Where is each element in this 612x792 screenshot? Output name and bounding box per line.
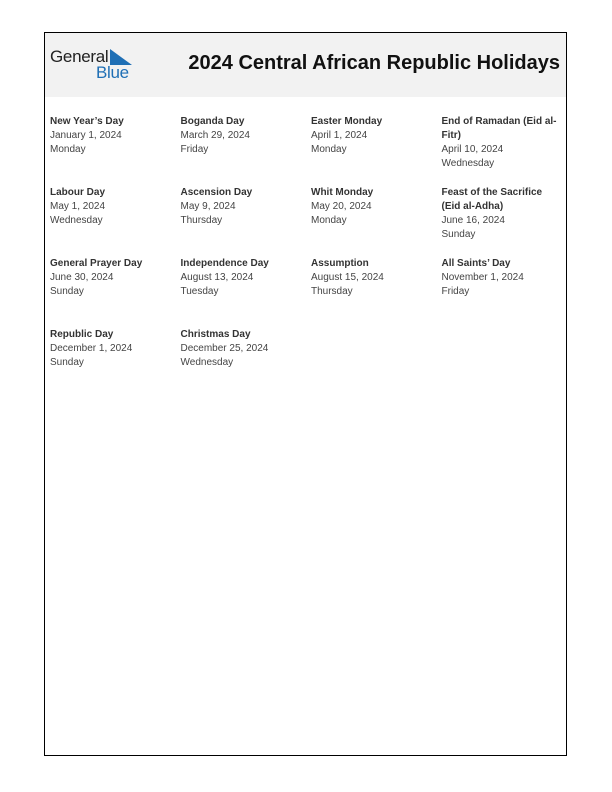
holiday-date: May 1, 2024 xyxy=(50,201,106,212)
logo-text-general: General xyxy=(50,47,109,66)
holiday-weekday: Tuesday xyxy=(180,286,219,297)
holiday-weekday: Sunday xyxy=(441,229,476,240)
holiday-date: November 1, 2024 xyxy=(441,272,524,283)
holiday-weekday: Friday xyxy=(180,144,209,155)
holiday-date: April 1, 2024 xyxy=(311,130,368,141)
holiday-name: Republic Day xyxy=(50,329,114,340)
holiday-entry xyxy=(311,257,442,328)
logo-text-blue: Blue xyxy=(96,63,129,82)
holiday-date: May 9, 2024 xyxy=(180,201,236,212)
holiday-date: January 1, 2024 xyxy=(50,130,122,141)
holiday-entry xyxy=(50,115,181,186)
holiday-weekday: Thursday xyxy=(311,286,353,297)
holiday-name: Christmas Day xyxy=(180,329,251,340)
holiday-date: April 10, 2024 xyxy=(441,144,504,155)
holiday-entry xyxy=(442,115,567,186)
general-blue-logo xyxy=(50,47,140,87)
holiday-weekday: Monday xyxy=(311,144,347,155)
holiday-entry xyxy=(442,257,567,328)
holiday-name: End of Ramadan (Eid al-Fitr) xyxy=(441,116,557,141)
holiday-name: All Saints’ Day xyxy=(441,258,511,269)
page-frame xyxy=(44,32,567,756)
holiday-entry xyxy=(50,328,181,399)
holiday-grid xyxy=(50,115,566,399)
holiday-date: May 20, 2024 xyxy=(311,201,372,212)
holiday-entry xyxy=(50,257,181,328)
holiday-entry xyxy=(181,328,312,399)
holiday-entry xyxy=(311,115,442,186)
holiday-weekday: Wednesday xyxy=(180,357,234,368)
header-band xyxy=(45,33,566,97)
holiday-weekday: Wednesday xyxy=(441,158,495,169)
page-title: 2024 Central African Republic Holidays xyxy=(188,52,560,74)
holiday-name: Feast of the Sacrifice (Eid al-Adha) xyxy=(441,187,543,212)
holiday-name: Whit Monday xyxy=(311,187,374,198)
holiday-date: August 15, 2024 xyxy=(311,272,384,283)
holiday-name: New Year’s Day xyxy=(50,116,124,127)
holiday-name: Ascension Day xyxy=(180,187,253,198)
holiday-name: General Prayer Day xyxy=(50,258,143,269)
holiday-weekday: Friday xyxy=(441,286,470,297)
holiday-date: December 25, 2024 xyxy=(180,343,269,354)
holiday-name: Easter Monday xyxy=(311,116,383,127)
holiday-weekday: Thursday xyxy=(180,215,223,226)
holiday-name: Assumption xyxy=(311,258,369,269)
holiday-name: Labour Day xyxy=(50,187,106,198)
holiday-name: Boganda Day xyxy=(180,116,245,127)
holiday-weekday: Wednesday xyxy=(50,215,103,226)
holiday-date: December 1, 2024 xyxy=(50,343,133,354)
holiday-entry xyxy=(311,186,442,257)
holiday-date: June 30, 2024 xyxy=(50,272,114,283)
holiday-weekday: Monday xyxy=(50,144,86,155)
holiday-weekday: Sunday xyxy=(50,286,84,297)
holiday-weekday: Sunday xyxy=(50,357,84,368)
holiday-date: March 29, 2024 xyxy=(180,130,250,141)
holiday-name: Independence Day xyxy=(180,258,269,269)
holiday-entry xyxy=(50,186,181,257)
holiday-entry xyxy=(181,115,312,186)
holiday-weekday: Monday xyxy=(311,215,347,226)
holiday-entry xyxy=(442,186,567,257)
holiday-date: August 13, 2024 xyxy=(180,272,254,283)
holiday-entry xyxy=(181,257,312,328)
holiday-entry xyxy=(181,186,312,257)
holiday-date: June 16, 2024 xyxy=(441,215,505,226)
